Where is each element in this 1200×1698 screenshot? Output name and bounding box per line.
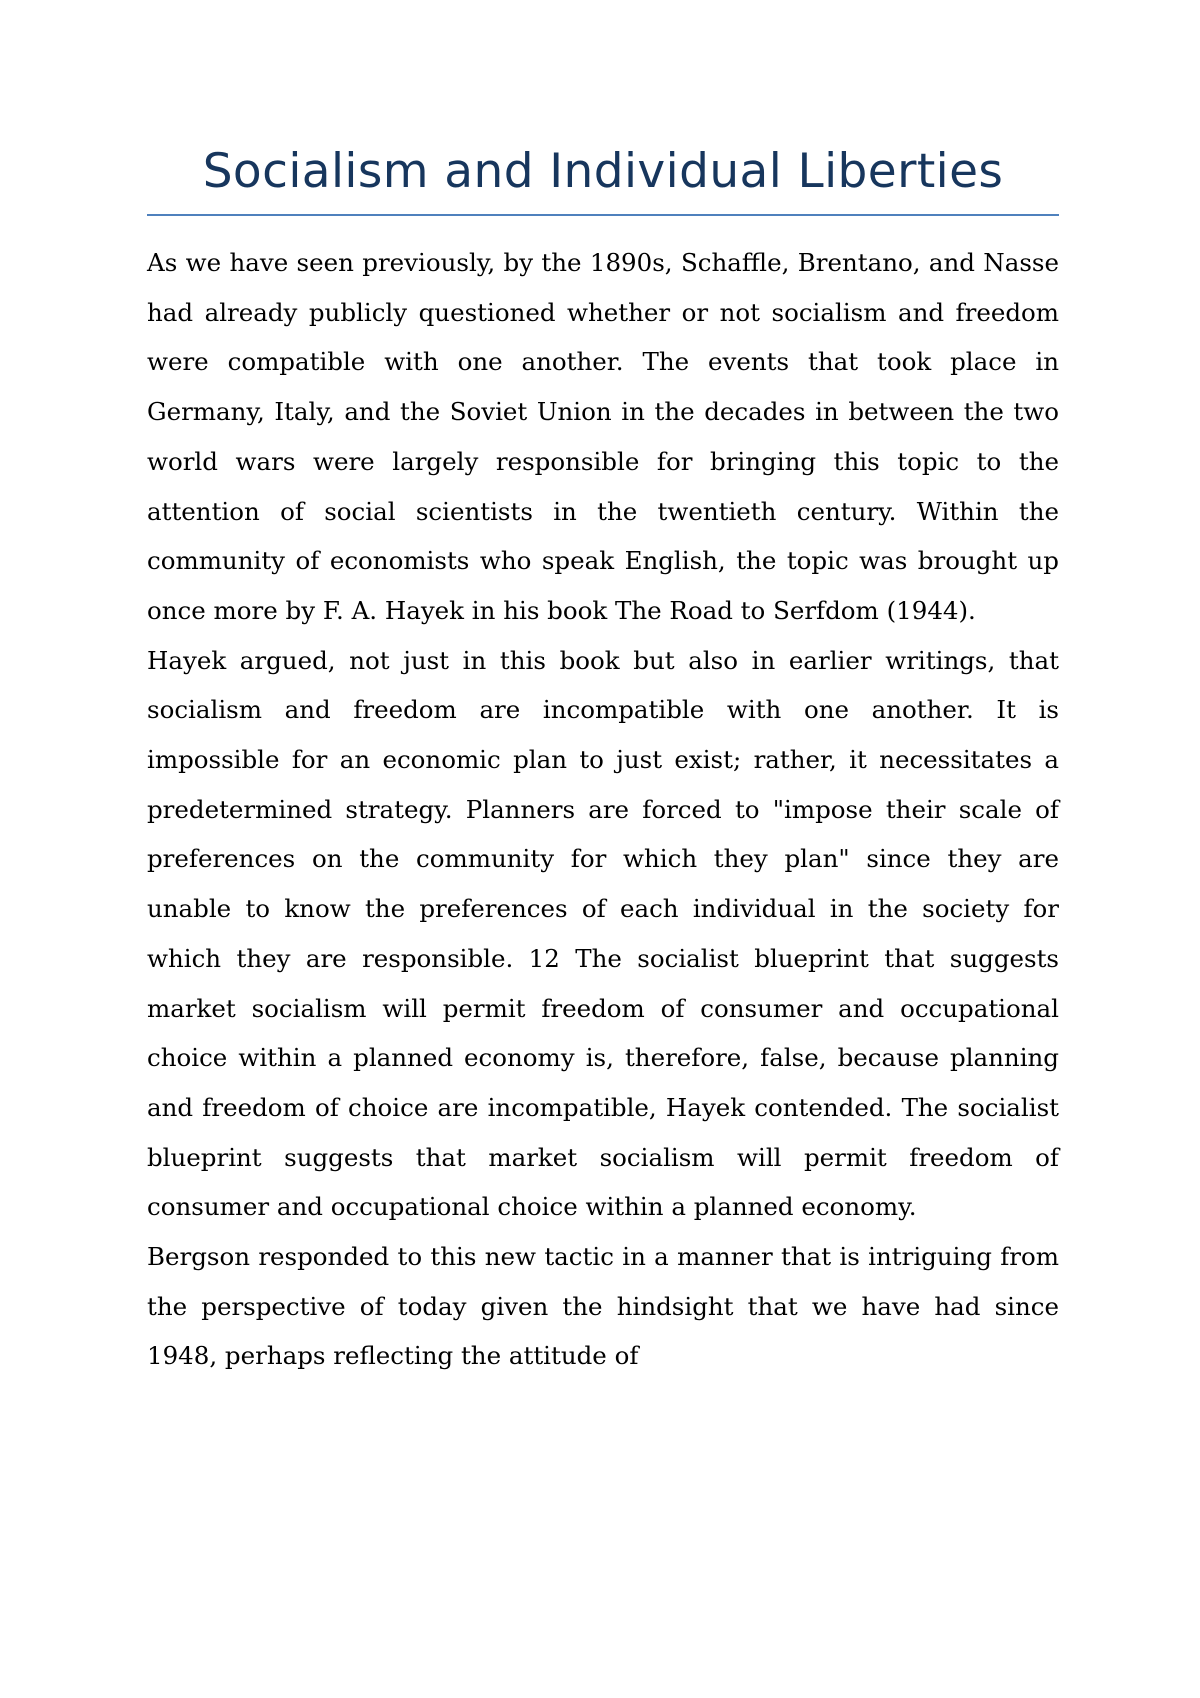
title-underline-rule: [147, 214, 1059, 216]
paragraph-2: Hayek argued, not just in this book but also in earlier writings, that socialism and freedom are incompatible with one another. It is impossible for an economic plan to just exist; rather, it necessitates a predetermined strategy. Planners are forced to "impose their scale of preferences on the community for which they plan" since they are unable to know the preferences of each individual in the society for which they are responsible. 12 The socialist blueprint that suggests market socialism will permit freedom of consumer and occupational choice within a planned economy is, therefore, false, because planning and freedom of choice are incompatible, Hayek contended. The socialist blueprint suggests that market socialism will permit freedom of consumer and occupational choice within a planned economy.: [147, 645, 1059, 1222]
paragraph-3: Bergson responded to this new tactic in a manner that is intriguing from the perspective of today given the hindsight that we have had since 1948, perhaps reflecting the attitude of: [147, 1242, 1059, 1371]
document-title: Socialism and Individual Liberties: [202, 144, 1004, 199]
paragraph-1: As we have seen previously, by the 1890s, Schaffle, Brentano, and Nasse had already publicly questioned whether or not socialism and freedom were compatible with one another. The events that took place in Germany, Italy, and the Soviet Union in the decades in between the two world wars were largely responsible for bringing this topic to the attention of social scientists in the twentieth century. Within the community of economists who speak English, the topic was brought up once more by F. A. Hayek in his book The Road to Serfdom (1944).: [147, 248, 1059, 625]
document-body: [147, 238, 1059, 1381]
